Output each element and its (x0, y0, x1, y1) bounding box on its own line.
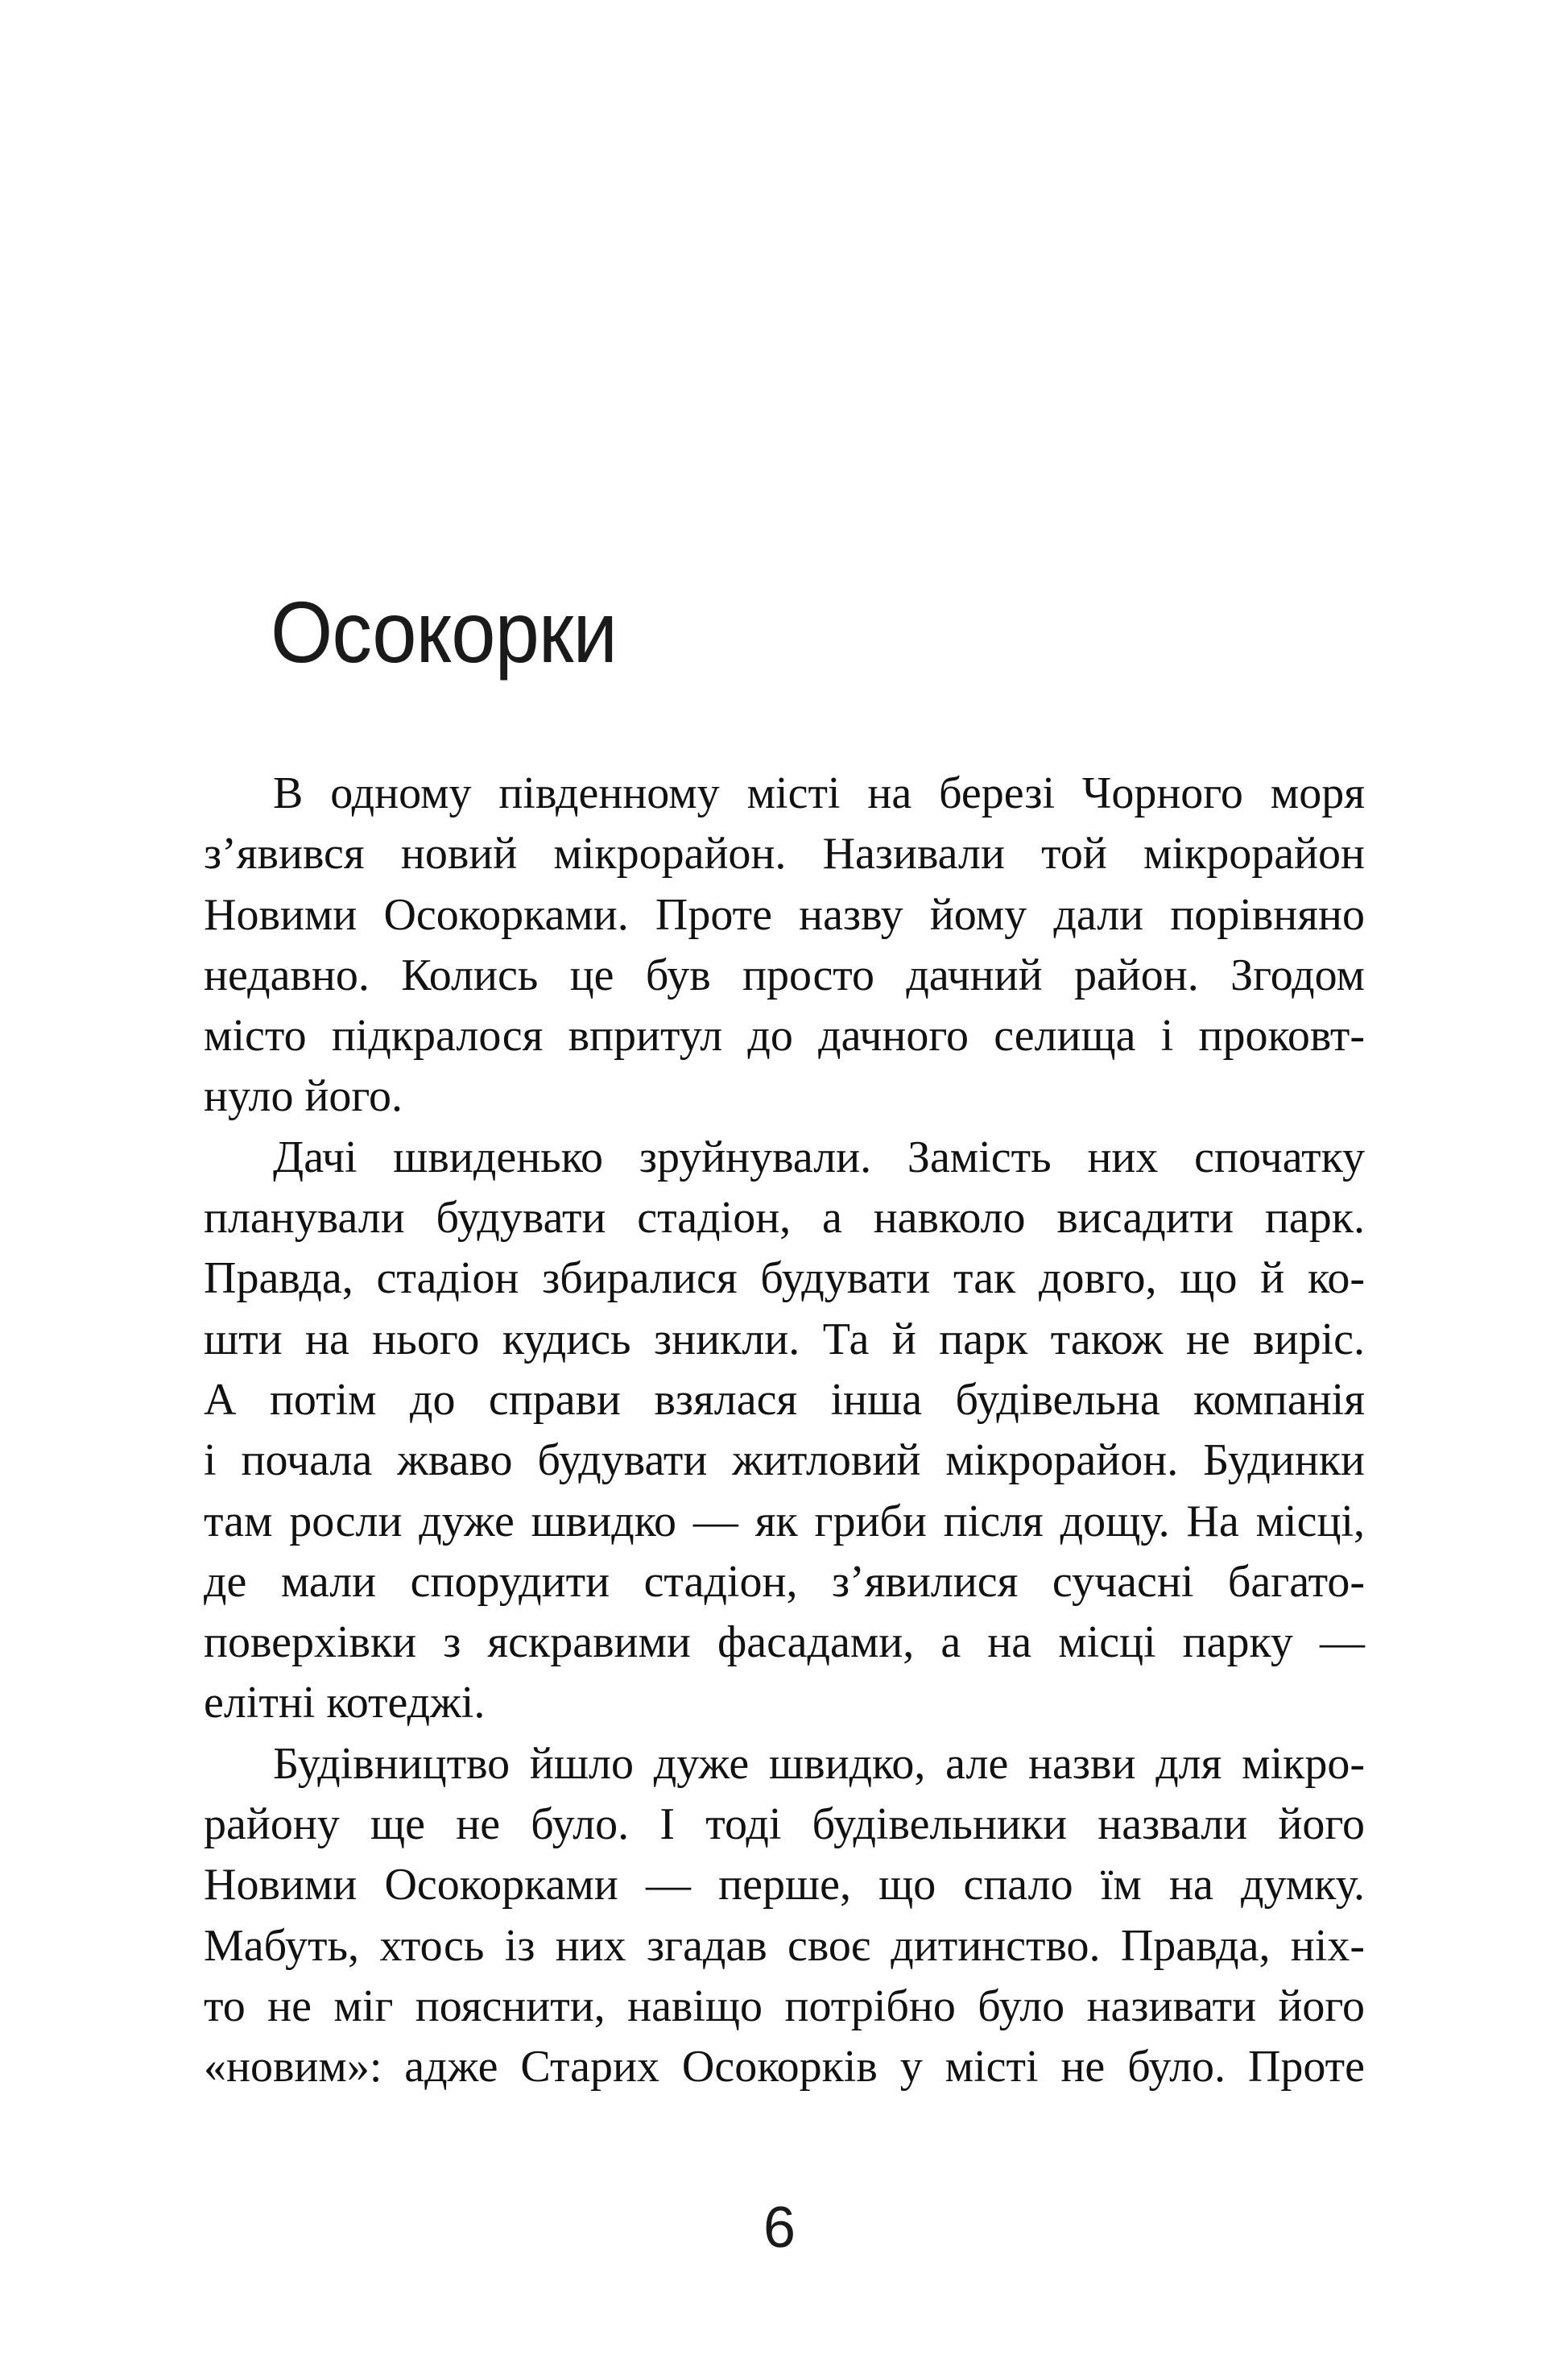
text-line: району ще не було. І тоді будівельники назвали його (204, 1799, 1365, 1850)
page-number: 6 (763, 2196, 796, 2260)
body-text (204, 764, 1365, 2098)
text-line: Новими Осокорками — перше, що спало їм на думку. (204, 1860, 1365, 1910)
text-line: де мали спорудити стадіон, з’явилися сучасні багато- (204, 1556, 1365, 1607)
text-line: В одному південному місті на березі Чорного моря (273, 768, 1365, 818)
text-line: місто підкралося впритул до дачного селища і проковт- (204, 1011, 1365, 1062)
text-line: Дачі швиденько зруйнували. Замість них спочатку (273, 1132, 1365, 1182)
text-line: А потім до справи взялася інша будівельна компанія (204, 1374, 1365, 1425)
text-line: нуло його. (204, 1071, 403, 1122)
text-line: там росли дуже швидко — як гриби після дощу. На місці, (204, 1496, 1365, 1546)
text-line: з’явився новий мікрорайон. Називали той мікрорайон (204, 829, 1365, 880)
chapter-title: Осокорки (271, 583, 618, 681)
text-line: Правда, стадіон збиралися будувати так довго, що й ко- (204, 1253, 1365, 1304)
text-line: недавно. Колись це був просто дачний район. Згодом (204, 950, 1365, 1000)
text-line: Будівництво йшло дуже швидко, але назви для мікро- (273, 1738, 1365, 1789)
text-line: і почала жваво будувати житловий мікрорайон. Будинки (204, 1435, 1365, 1486)
text-line: «новим»: адже Старих Осокорків у місті не було. Проте (204, 2042, 1365, 2092)
text-line: то не міг пояснити, навіщо потрібно було називати його (204, 1981, 1365, 2031)
text-line: поверхівки з яскравими фасадами, а на місці парку — (204, 1617, 1365, 1668)
text-line: планували будувати стадіон, а навколо висадити парк. (204, 1193, 1365, 1244)
text-line: шти на нього кудись зникли. Та й парк також не виріс. (204, 1314, 1365, 1364)
text-line: елітні котеджі. (204, 1678, 486, 1728)
text-line: Мабуть, хтось із них згадав своє дитинство. Правда, ніх- (204, 1920, 1365, 1971)
text-line: Новими Осокорками. Проте назву йому дали порівняно (204, 889, 1365, 940)
